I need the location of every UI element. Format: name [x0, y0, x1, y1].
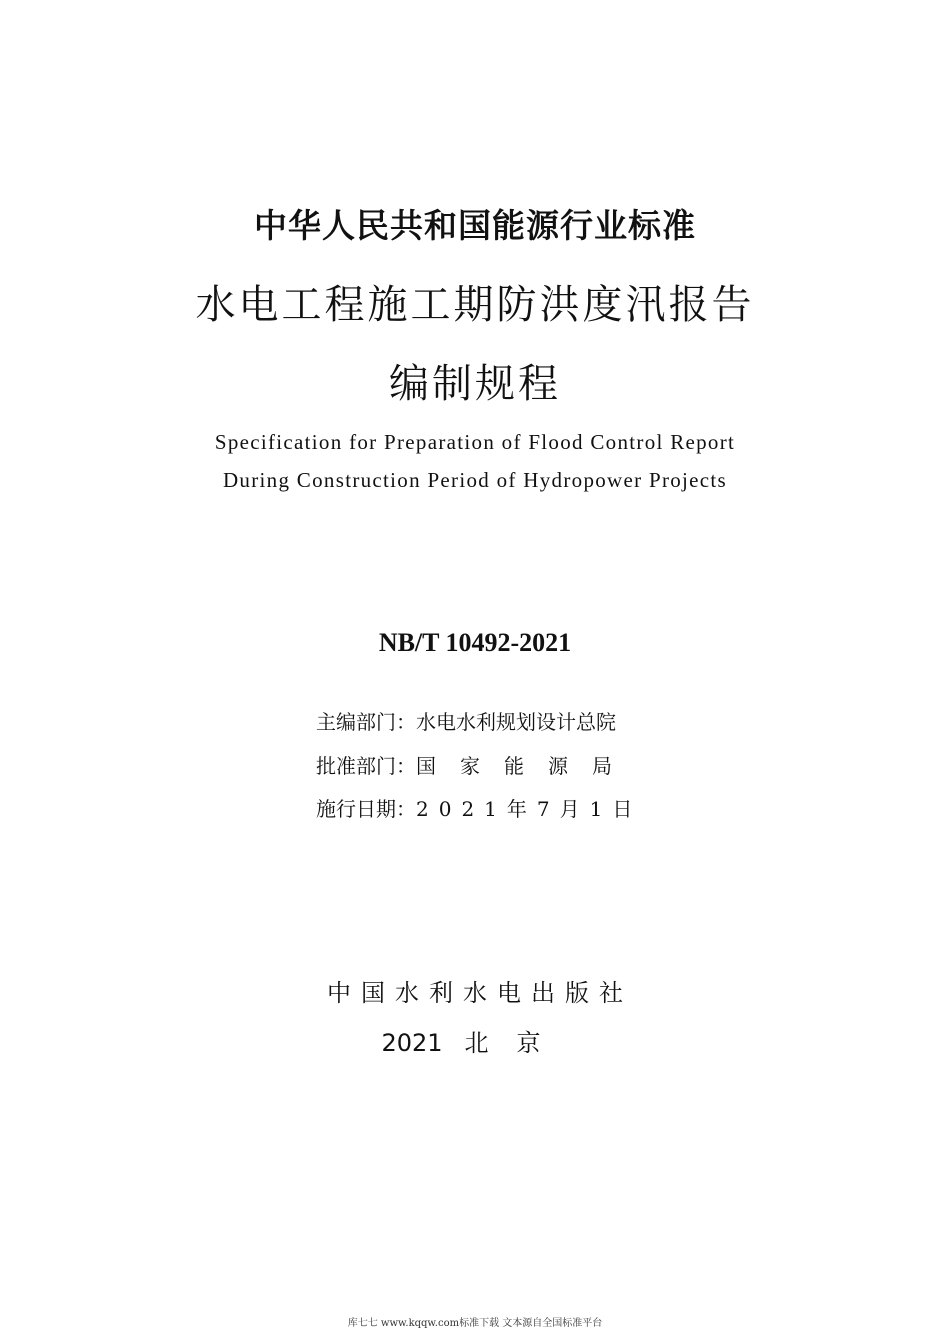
- title-en-line1: Specification for Preparation of Flood Control Report: [214, 430, 736, 454]
- approver-label: 批准部门：: [316, 754, 416, 778]
- title-cn-line1: 水电工程施工期防洪度汛报告: [195, 282, 755, 328]
- publication-year: 2021: [381, 1029, 443, 1057]
- publisher-name: 中国水利水电出版社: [327, 979, 633, 1007]
- industry-standard-heading: 中华人民共和国能源行业标准: [254, 206, 696, 245]
- publication-city: 北京: [464, 1029, 569, 1057]
- approver-value: 国家能源局: [416, 754, 636, 778]
- watermark-footer: 库七七 www.kqqw.com标准下载 文本源自全国标准平台: [347, 1318, 603, 1329]
- title-cn-line2: 编制规程: [389, 361, 561, 407]
- editor-value: 水电水利规划设计总院: [416, 710, 616, 734]
- effective-date-value: 2021年7月1日: [416, 797, 643, 821]
- title-en-line2: During Construction Period of Hydropower Projects: [222, 468, 728, 492]
- editor-label: 主编部门：: [316, 710, 416, 734]
- approver-row: [316, 750, 636, 779]
- publication-place: [0, 1023, 950, 1058]
- effective-date-row: [316, 793, 642, 822]
- effective-date-label: 施行日期：: [316, 797, 416, 821]
- editor-row: [316, 706, 616, 735]
- standard-number: NB/T 10492-2021: [378, 628, 572, 657]
